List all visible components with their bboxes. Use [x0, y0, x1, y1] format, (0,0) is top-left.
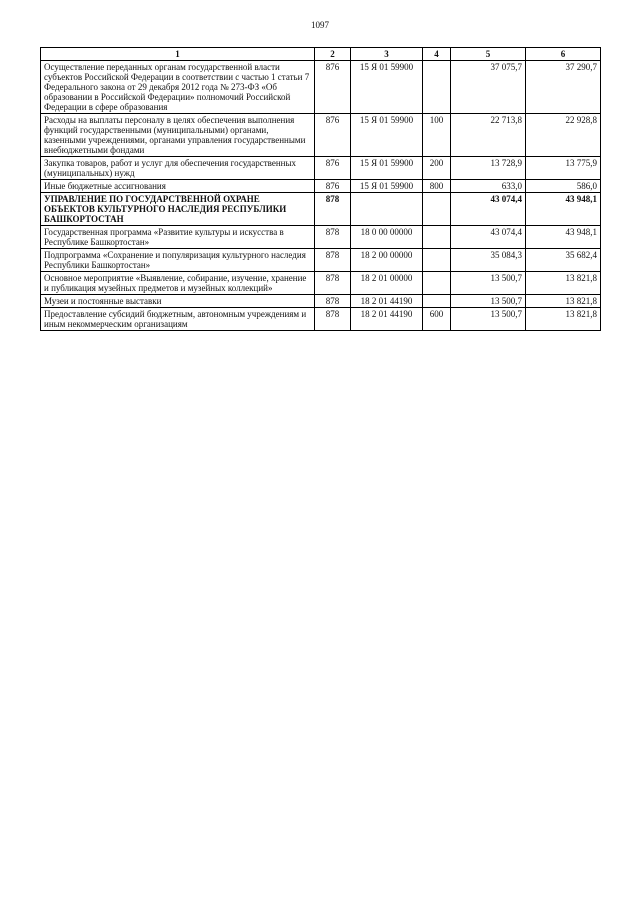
row-expense-type: 100	[423, 114, 451, 157]
row-amount-1: 13 500,7	[451, 308, 526, 331]
row-amount-1: 43 074,4	[451, 193, 526, 226]
row-amount-2: 13 821,8	[526, 272, 601, 295]
row-name: Подпрограмма «Сохранение и популяризация культурного наследия Республики Башкортостан»	[41, 249, 315, 272]
row-amount-1: 35 084,3	[451, 249, 526, 272]
row-target-article	[351, 193, 423, 226]
row-ved-code: 878	[315, 308, 351, 331]
header-cell: 1	[41, 48, 315, 61]
row-name: Иные бюджетные ассигнования	[41, 180, 315, 193]
row-ved-code: 878	[315, 193, 351, 226]
row-target-article: 15 Я 01 59900	[351, 114, 423, 157]
row-amount-2: 43 948,1	[526, 226, 601, 249]
row-name: Государственная программа «Развитие культуры и искусства в Республике Башкортостан»	[41, 226, 315, 249]
row-ved-code: 876	[315, 180, 351, 193]
row-name: Осуществление переданных органам государственной власти субъектов Российской Федерации в соответствии с частью 1 статьи 7 Федерального закона от 29 декабря 2012 года № 273-ФЗ «Об образовании в Российской Федерации» полномочий Российской Федерации в сфере образования	[41, 61, 315, 114]
row-amount-1: 22 713,8	[451, 114, 526, 157]
row-target-article: 18 2 01 44190	[351, 308, 423, 331]
row-expense-type	[423, 226, 451, 249]
row-amount-1: 37 075,7	[451, 61, 526, 114]
row-ved-code: 876	[315, 61, 351, 114]
row-amount-2: 22 928,8	[526, 114, 601, 157]
row-name: Предоставление субсидий бюджетным, автономным учреждениям и иным некоммерческим организациям	[41, 308, 315, 331]
row-name: Расходы на выплаты персоналу в целях обеспечения выполнения функций государственными (муниципальными) органами, казенными учреждениями, органами управления государственными внебюджетными фондами	[41, 114, 315, 157]
row-amount-2: 13 821,8	[526, 295, 601, 308]
row-target-article: 15 Я 01 59900	[351, 157, 423, 180]
header-cell: 6	[526, 48, 601, 61]
row-expense-type: 600	[423, 308, 451, 331]
row-amount-2: 37 290,7	[526, 61, 601, 114]
row-ved-code: 878	[315, 295, 351, 308]
row-amount-1: 633,0	[451, 180, 526, 193]
row-amount-1: 13 500,7	[451, 295, 526, 308]
row-amount-2: 13 821,8	[526, 308, 601, 331]
row-amount-1: 13 728,9	[451, 157, 526, 180]
row-name: Музеи и постоянные выставки	[41, 295, 315, 308]
row-target-article: 18 0 00 00000	[351, 226, 423, 249]
row-ved-code: 878	[315, 272, 351, 295]
table-body	[41, 61, 601, 331]
row-target-article: 18 2 01 44190	[351, 295, 423, 308]
row-amount-2: 586,0	[526, 180, 601, 193]
table-header-row	[41, 48, 601, 61]
row-ved-code: 878	[315, 249, 351, 272]
row-expense-type	[423, 193, 451, 226]
table-row	[41, 114, 601, 157]
table-row	[41, 308, 601, 331]
table-row	[41, 193, 601, 226]
row-amount-2: 35 682,4	[526, 249, 601, 272]
table-row	[41, 61, 601, 114]
row-amount-1: 43 074,4	[451, 226, 526, 249]
budget-table	[40, 47, 601, 331]
row-name: Основное мероприятие «Выявление, собирание, изучение, хранение и публикация музейных предметов и музейных коллекций»	[41, 272, 315, 295]
row-expense-type: 800	[423, 180, 451, 193]
header-cell: 4	[423, 48, 451, 61]
table-row	[41, 272, 601, 295]
row-name: УПРАВЛЕНИЕ ПО ГОСУДАРСТВЕННОЙ ОХРАНЕ ОБЪЕКТОВ КУЛЬТУРНОГО НАСЛЕДИЯ РЕСПУБЛИКИ БАШКОРТОСТАН	[41, 193, 315, 226]
header-cell: 2	[315, 48, 351, 61]
table-row	[41, 226, 601, 249]
page-number: 1097	[311, 20, 329, 30]
row-ved-code: 878	[315, 226, 351, 249]
row-target-article: 15 Я 01 59900	[351, 180, 423, 193]
row-target-article: 18 2 01 00000	[351, 272, 423, 295]
row-target-article: 18 2 00 00000	[351, 249, 423, 272]
row-expense-type	[423, 249, 451, 272]
table-row	[41, 249, 601, 272]
table-row	[41, 180, 601, 193]
row-amount-1: 13 500,7	[451, 272, 526, 295]
row-ved-code: 876	[315, 114, 351, 157]
row-ved-code: 876	[315, 157, 351, 180]
header-cell: 3	[351, 48, 423, 61]
row-expense-type: 200	[423, 157, 451, 180]
row-amount-2: 13 775,9	[526, 157, 601, 180]
table-row	[41, 157, 601, 180]
row-expense-type	[423, 272, 451, 295]
row-expense-type	[423, 295, 451, 308]
row-name: Закупка товаров, работ и услуг для обеспечения государственных (муниципальных) нужд	[41, 157, 315, 180]
row-amount-2: 43 948,1	[526, 193, 601, 226]
row-target-article: 15 Я 01 59900	[351, 61, 423, 114]
row-expense-type	[423, 61, 451, 114]
header-cell: 5	[451, 48, 526, 61]
table-row	[41, 295, 601, 308]
